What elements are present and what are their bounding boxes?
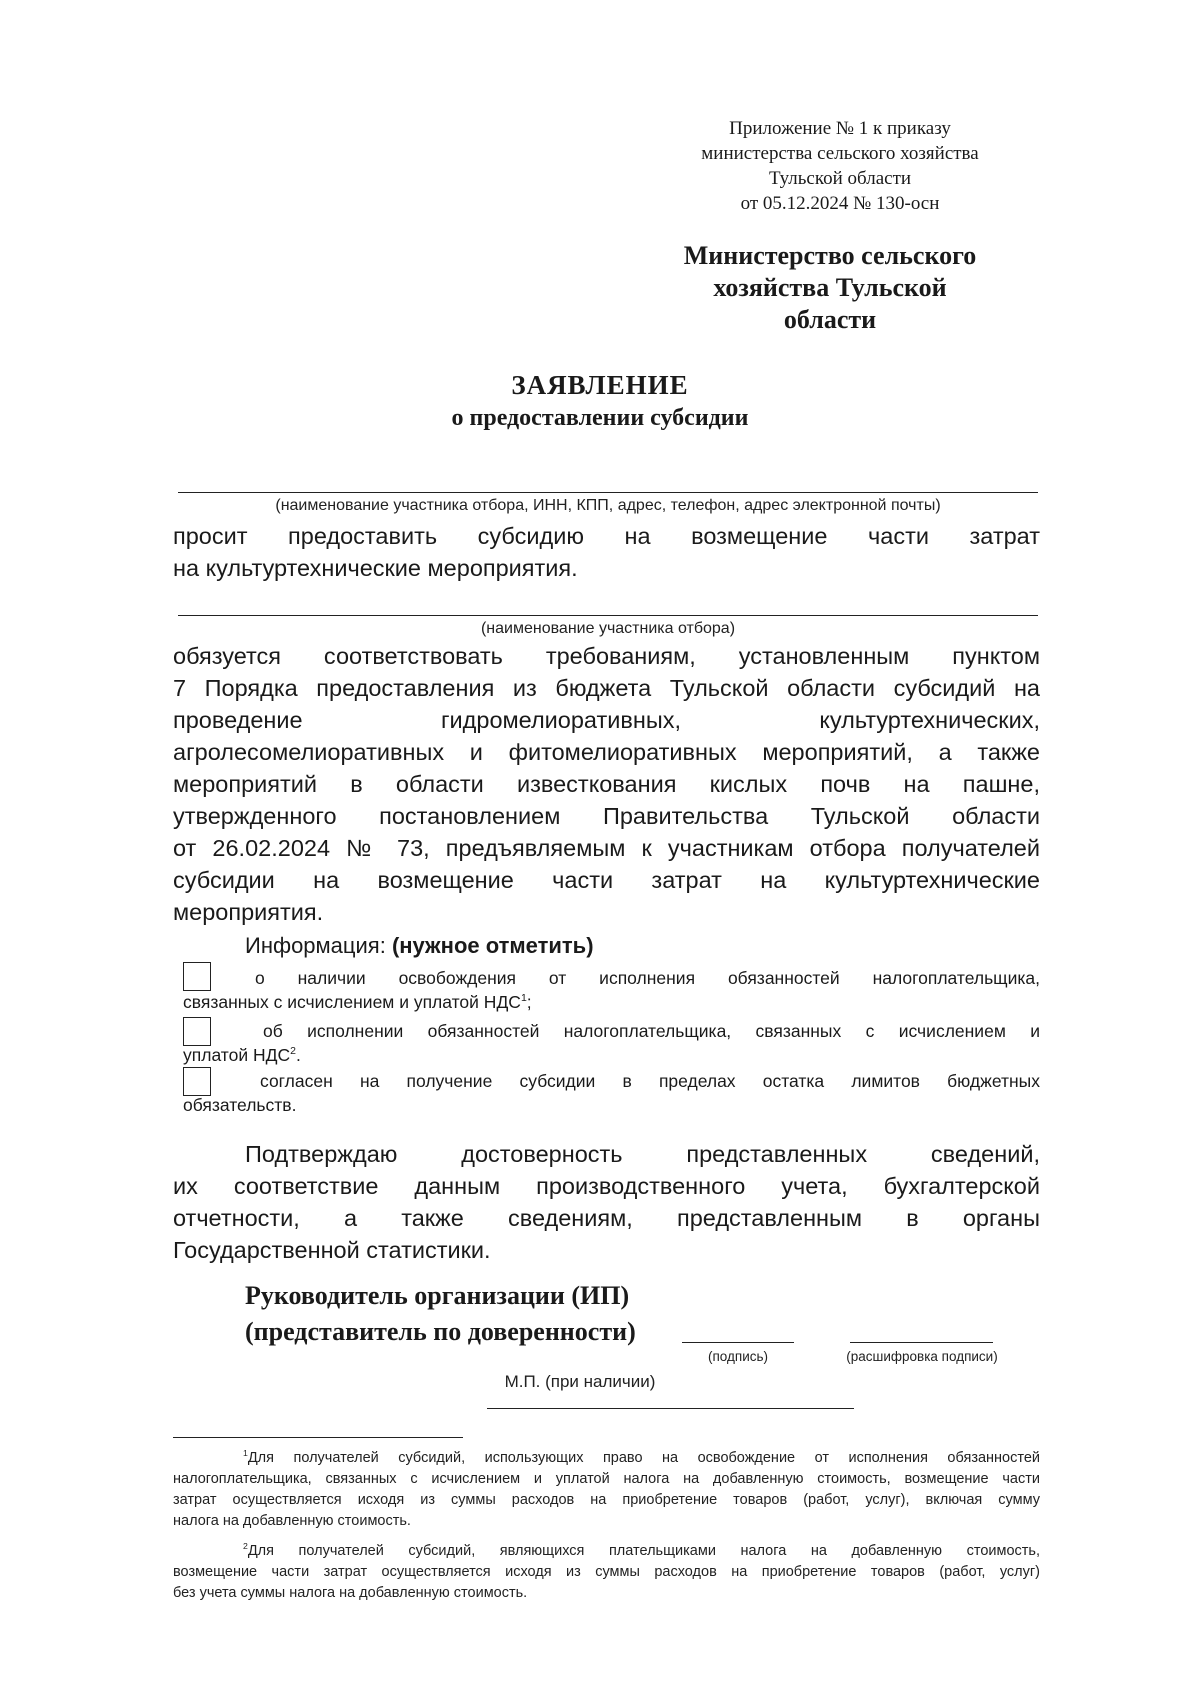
document-subtitle: о предоставлении субсидии	[451, 405, 749, 431]
appendix-reference	[640, 116, 1040, 216]
signatory-line: (представитель по доверенности)	[245, 1317, 636, 1346]
footnote-text: Для получателей субсидий, использующих право на освобождение от исполнения обязанностей	[247, 1450, 1040, 1466]
option-budget-limits-line2: обязательств.	[183, 1095, 297, 1115]
option-vat-exemption-line1: о наличии освобождения от исполнения обязанностей налогоплательщика,	[255, 968, 1040, 988]
checkbox-vat-exemption[interactable]	[183, 962, 211, 991]
checkbox-budget-limits[interactable]	[183, 1067, 211, 1096]
paragraph-line: мероприятий в области известкования кислых почв на пашне,	[173, 771, 1040, 797]
footnote-separator	[173, 1437, 463, 1438]
footnote-line: налогоплательщика, связанных с исчислением и уплатой налога на добавленную стоимость, возмещение части	[173, 1471, 1040, 1487]
footnote-mark: 1	[520, 992, 527, 1005]
participant-details-caption: (наименование участника отбора, ИНН, КПП, адрес, телефон, адрес электронной почты)	[275, 497, 941, 514]
footnote-mark: 2	[290, 1045, 296, 1058]
info-hint: (нужное отметить)	[391, 933, 594, 958]
signatory-line: Руководитель организации (ИП)	[245, 1281, 630, 1310]
addressee-line: области	[783, 305, 877, 334]
footnote-mark: 2	[243, 1541, 248, 1552]
confirmation-line: Государственной статистики.	[173, 1237, 491, 1263]
paragraph-line: от 26.02.2024 № 73, предъявляемым к участникам отбора получателей	[173, 835, 1040, 861]
option-vat-payer-line2	[183, 1043, 1040, 1067]
paragraph-line: 7 Порядка предоставления из бюджета Тульской области субсидий на	[173, 675, 1040, 701]
option-text: связанных с исчислением и уплатой НДС	[183, 992, 521, 1012]
paragraph-line: обязуется соответствовать требованиям, установленным пунктом	[173, 643, 1040, 669]
participant-name-field[interactable]	[178, 615, 1038, 616]
participant-name-caption: (наименование участника отбора)	[480, 620, 736, 637]
paragraph-line: агролесомелиоративных и фитомелиоративных мероприятий, а также	[173, 739, 1040, 765]
stamp-field[interactable]	[487, 1408, 854, 1409]
confirmation-line: Подтверждаю достоверность представленных сведений,	[245, 1141, 1040, 1167]
option-tail: ;	[526, 992, 532, 1012]
footnote-line	[173, 1541, 1040, 1562]
signature-caption: (подпись)	[707, 1349, 769, 1364]
footnote-2	[173, 1541, 1040, 1604]
footnote-line: возмещение части затрат осуществляется исходя из суммы расходов на приобретение товаров (работ, услуг)	[173, 1564, 1040, 1580]
info-label: Информация:	[245, 933, 386, 958]
footnote-line	[173, 1448, 1040, 1469]
paragraph-line: мероприятия.	[173, 899, 324, 925]
paragraph-line: субсидии на возмещение части затрат на культуртехнические	[173, 867, 1040, 893]
appendix-line: Тульской области	[768, 168, 912, 189]
addressee	[650, 240, 1010, 336]
option-vat-exemption-line2	[183, 990, 1040, 1014]
appendix-order-date: от 05.12.2024 № 130-осн	[740, 193, 940, 214]
paragraph-line: утвержденного постановлением Правительства Тульской области	[173, 803, 1040, 829]
appendix-line: министерства сельского хозяйства	[701, 143, 979, 164]
participant-details-field[interactable]	[178, 492, 1038, 493]
option-tail: .	[295, 1045, 301, 1065]
addressee-line: Министерство сельского	[683, 241, 977, 270]
signature-decode-caption: (расшифровка подписи)	[846, 1349, 998, 1364]
appendix-line: Приложение № 1 к приказу	[729, 118, 951, 139]
checkbox-vat-payer[interactable]	[183, 1017, 211, 1046]
paragraph-line: проведение гидромелиоративных, культуртехнических,	[173, 707, 1040, 733]
option-budget-limits-line1: согласен на получение субсидии в пределах остатка лимитов бюджетных	[260, 1071, 1040, 1091]
footnote-1	[173, 1448, 1040, 1532]
option-text: уплатой НДС	[183, 1045, 291, 1065]
footnote-line: налога на добавленную стоимость.	[173, 1513, 411, 1529]
request-line: на культуртехнические мероприятия.	[173, 555, 578, 581]
footnote-text: Для получателей субсидий, являющихся плательщиками налога на добавленную стоимость,	[247, 1543, 1040, 1559]
document-title: ЗАЯВЛЕНИЕ	[511, 370, 689, 400]
signatory-title	[245, 1278, 636, 1350]
stamp-label: М.П. (при наличии)	[504, 1372, 656, 1391]
addressee-line: хозяйства Тульской	[713, 273, 947, 302]
signature-field[interactable]	[682, 1342, 794, 1343]
footnote-line: без учета суммы налога на добавленную стоимость.	[173, 1585, 528, 1601]
request-line: просит предоставить субсидию на возмещение части затрат	[173, 523, 1040, 549]
option-vat-payer-line1: об исполнении обязанностей налогоплательщика, связанных с исчислением и	[263, 1021, 1040, 1041]
signature-decode-field[interactable]	[850, 1342, 993, 1343]
confirmation-line: отчетности, а также сведениям, представленным в органы	[173, 1205, 1040, 1231]
confirmation-line: их соответствие данным производственного учета, бухгалтерской	[173, 1173, 1040, 1199]
footnote-line: затрат осуществляется исходя из суммы расходов на приобретение товаров (работ, услуг), включая сумму	[173, 1492, 1040, 1508]
footnote-mark: 1	[243, 1448, 248, 1459]
info-heading	[245, 930, 594, 962]
obligation-paragraph	[173, 640, 1040, 928]
